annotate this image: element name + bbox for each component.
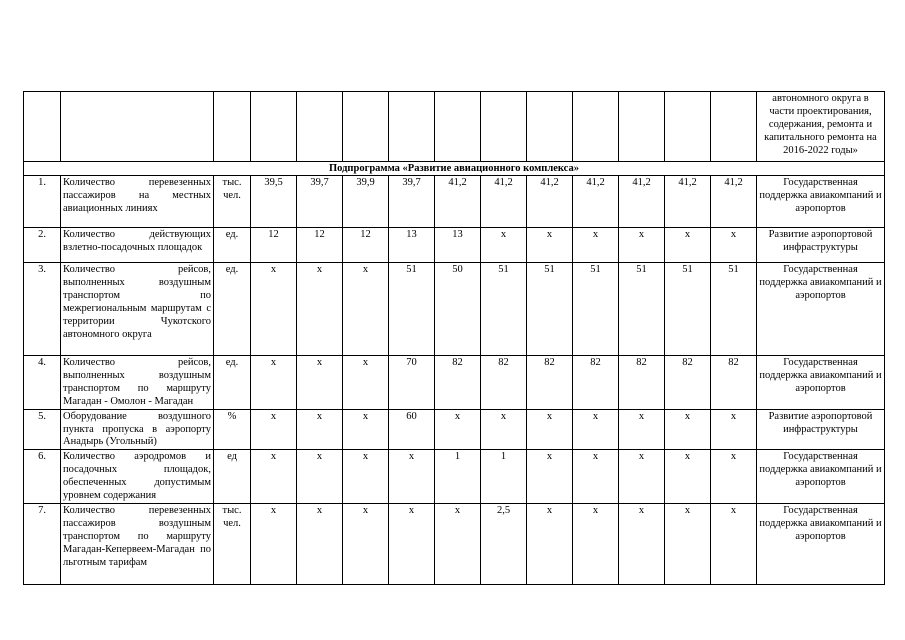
value-cell: х	[527, 409, 573, 450]
value-cell: х	[573, 450, 619, 504]
value-cell: 82	[573, 356, 619, 410]
row-number: 3.	[24, 263, 61, 356]
value-cell: х	[251, 450, 297, 504]
value-cell: 51	[573, 263, 619, 356]
table-row	[24, 356, 885, 410]
value-cell: х	[481, 228, 527, 263]
value-cell: 12	[343, 228, 389, 263]
cell-empty	[297, 92, 343, 162]
cell-empty	[61, 92, 214, 162]
cell-empty	[24, 92, 61, 162]
value-cell: х	[343, 356, 389, 410]
table-row	[24, 450, 885, 504]
direction-cell: Государственная поддержка авиакомпаний и аэропортов	[757, 503, 885, 584]
value-cell: х	[573, 409, 619, 450]
value-cell: 51	[619, 263, 665, 356]
value-cell: 41,2	[711, 176, 757, 228]
value-cell: х	[435, 409, 481, 450]
value-cell: 13	[389, 228, 435, 263]
value-cell: 41,2	[665, 176, 711, 228]
value-cell: 2,5	[481, 503, 527, 584]
value-cell: х	[343, 263, 389, 356]
value-cell: 39,7	[297, 176, 343, 228]
cell-empty	[214, 92, 251, 162]
value-cell: х	[527, 228, 573, 263]
subprogram-header-row	[24, 162, 885, 176]
unit-cell: тыс. чел.	[214, 176, 251, 228]
value-cell: х	[389, 503, 435, 584]
indicator-name: Количество перевезенных пассажиров воздушным транспортом по маршруту Магадан-Кепервеем-Магадан по льготным тарифам	[61, 503, 214, 584]
indicator-name: Количество рейсов, выполненных воздушным транспортом по межрегиональным маршрутам с территории Чукотского автономного округа	[61, 263, 214, 356]
value-cell: х	[251, 409, 297, 450]
indicator-name: Количество аэродромов и посадочных площадок, обеспеченных допустимым уровнем содержания	[61, 450, 214, 504]
unit-cell: тыс. чел.	[214, 503, 251, 584]
direction-cell: Государственная поддержка авиакомпаний и аэропортов	[757, 263, 885, 356]
cell-empty	[619, 92, 665, 162]
value-cell: х	[711, 228, 757, 263]
value-cell: 13	[435, 228, 481, 263]
value-cell: х	[343, 409, 389, 450]
cell-empty	[481, 92, 527, 162]
direction-cell: автономного округа в части проектирования, содержания, ремонта и капитального ремонта на 2016-2022 годы»	[757, 92, 885, 162]
cell-empty	[343, 92, 389, 162]
value-cell: х	[573, 228, 619, 263]
value-cell: х	[527, 450, 573, 504]
value-cell: 41,2	[619, 176, 665, 228]
value-cell: х	[665, 409, 711, 450]
value-cell: х	[481, 409, 527, 450]
value-cell: х	[297, 409, 343, 450]
table-row	[24, 176, 885, 228]
value-cell: х	[343, 450, 389, 504]
value-cell: 82	[435, 356, 481, 410]
value-cell: 41,2	[435, 176, 481, 228]
indicator-name: Количество перевезенных пассажиров на местных авиационных линиях	[61, 176, 214, 228]
value-cell: х	[711, 450, 757, 504]
row-number: 5.	[24, 409, 61, 450]
value-cell: х	[619, 409, 665, 450]
value-cell: х	[297, 503, 343, 584]
value-cell: х	[665, 228, 711, 263]
value-cell: х	[297, 263, 343, 356]
cell-empty	[389, 92, 435, 162]
direction-cell: Развитие аэропортовой инфраструктуры	[757, 409, 885, 450]
row-number: 1.	[24, 176, 61, 228]
value-cell: х	[711, 503, 757, 584]
value-cell: 41,2	[481, 176, 527, 228]
row-number: 4.	[24, 356, 61, 410]
value-cell: 51	[527, 263, 573, 356]
value-cell: х	[711, 409, 757, 450]
value-cell: х	[389, 450, 435, 504]
indicator-name: Количество рейсов, выполненных воздушным транспортом по маршруту Магадан - Омолон - Магадан	[61, 356, 214, 410]
value-cell: х	[665, 503, 711, 584]
value-cell: х	[251, 503, 297, 584]
unit-cell: ед.	[214, 356, 251, 410]
value-cell: 70	[389, 356, 435, 410]
table-row	[24, 503, 885, 584]
value-cell: 82	[665, 356, 711, 410]
value-cell: 41,2	[573, 176, 619, 228]
value-cell: 82	[481, 356, 527, 410]
value-cell: х	[527, 503, 573, 584]
value-cell: 39,7	[389, 176, 435, 228]
cell-empty	[573, 92, 619, 162]
row-number: 2.	[24, 228, 61, 263]
value-cell: х	[435, 503, 481, 584]
indicators-table	[23, 91, 885, 585]
value-cell: 41,2	[527, 176, 573, 228]
value-cell: 82	[619, 356, 665, 410]
value-cell: х	[573, 503, 619, 584]
cell-empty	[527, 92, 573, 162]
row-number: 7.	[24, 503, 61, 584]
table-row	[24, 263, 885, 356]
value-cell: 39,9	[343, 176, 389, 228]
value-cell: 1	[481, 450, 527, 504]
value-cell: 1	[435, 450, 481, 504]
value-cell: 12	[297, 228, 343, 263]
value-cell: х	[251, 356, 297, 410]
cell-empty	[711, 92, 757, 162]
table-row	[24, 409, 885, 450]
cell-empty	[435, 92, 481, 162]
value-cell: 39,5	[251, 176, 297, 228]
value-cell: х	[619, 450, 665, 504]
subprogram-title: Подпрограмма «Развитие авиационного комплекса»	[24, 162, 885, 176]
value-cell: 51	[665, 263, 711, 356]
table-row	[24, 228, 885, 263]
cell-empty	[251, 92, 297, 162]
cell-empty	[665, 92, 711, 162]
value-cell: х	[297, 356, 343, 410]
unit-cell: %	[214, 409, 251, 450]
value-cell: х	[251, 263, 297, 356]
direction-cell: Государственная поддержка авиакомпаний и аэропортов	[757, 176, 885, 228]
value-cell: 82	[711, 356, 757, 410]
value-cell: 50	[435, 263, 481, 356]
unit-cell: ед.	[214, 263, 251, 356]
unit-cell: ед.	[214, 228, 251, 263]
value-cell: 51	[481, 263, 527, 356]
direction-cell: Государственная поддержка авиакомпаний и аэропортов	[757, 356, 885, 410]
value-cell: х	[619, 503, 665, 584]
indicator-rows	[24, 176, 885, 585]
indicator-name: Оборудование воздушного пункта пропуска в аэропорту Анадырь (Угольный)	[61, 409, 214, 450]
value-cell: 82	[527, 356, 573, 410]
value-cell: 51	[389, 263, 435, 356]
row-number: 6.	[24, 450, 61, 504]
direction-cell: Развитие аэропортовой инфраструктуры	[757, 228, 885, 263]
continued-row	[24, 92, 885, 162]
value-cell: 51	[711, 263, 757, 356]
value-cell: х	[297, 450, 343, 504]
value-cell: х	[665, 450, 711, 504]
value-cell: 60	[389, 409, 435, 450]
value-cell: х	[619, 228, 665, 263]
value-cell: 12	[251, 228, 297, 263]
value-cell: х	[343, 503, 389, 584]
direction-cell: Государственная поддержка авиакомпаний и аэропортов	[757, 450, 885, 504]
indicator-name: Количество действующих взлетно-посадочных площадок	[61, 228, 214, 263]
unit-cell: ед	[214, 450, 251, 504]
